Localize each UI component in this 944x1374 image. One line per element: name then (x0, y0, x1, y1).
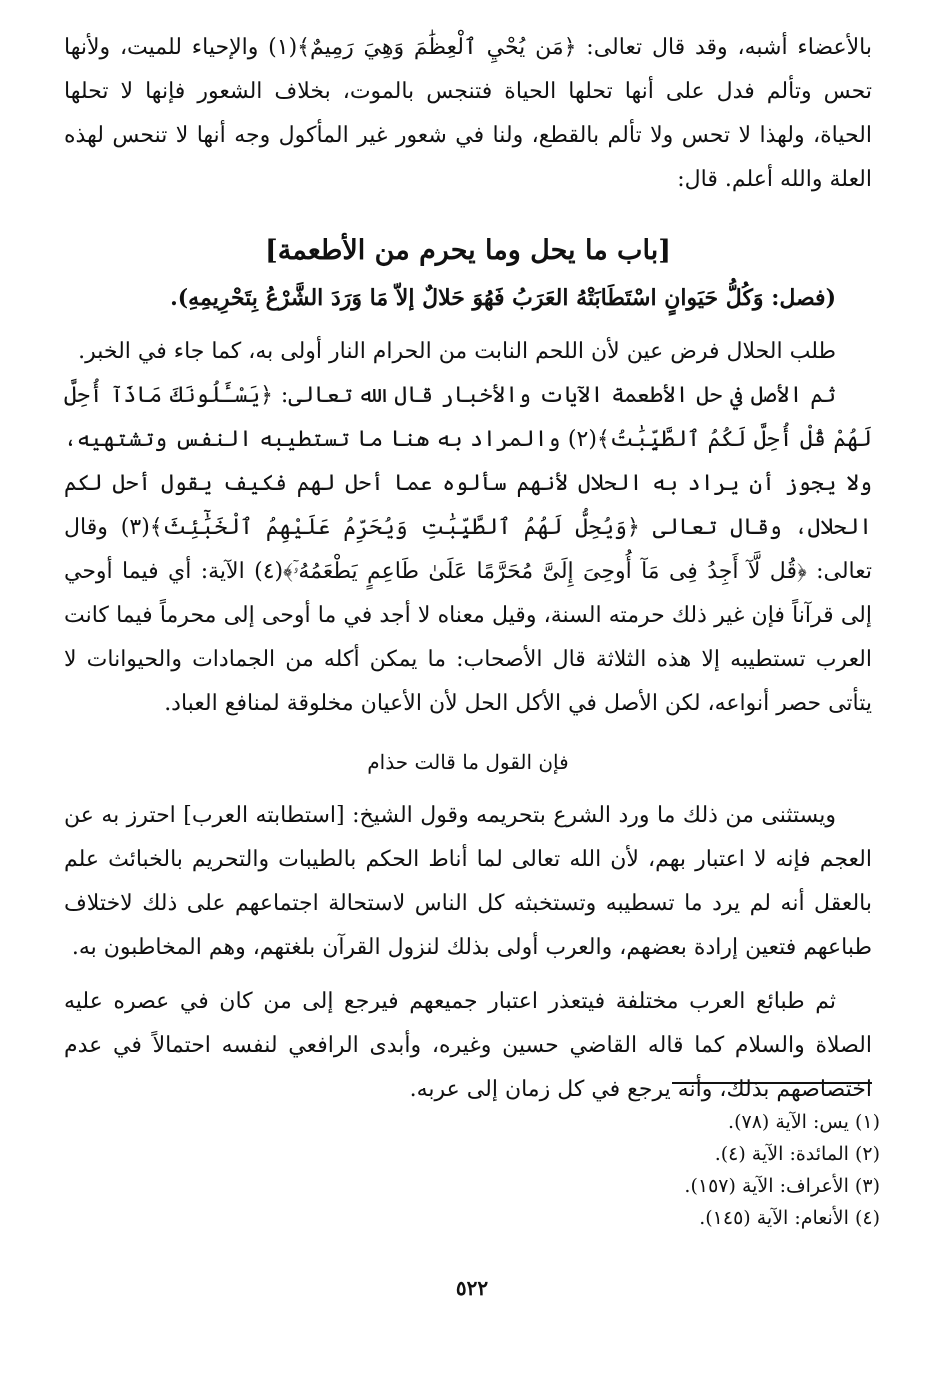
footnote-1: (١) يس: الآية (٧٨). (728, 1111, 880, 1133)
paragraph-tabai: ثم طبائع العرب مختلفة فيتعذر اعتبار جميعهم فيرجع إلى من كان في عصره عليه الصلاة والسلام كما قاله القاضي حسين وغيره، وأبدى الرافعي لنفسه احتمالاً في عدم اختصاصهم بذلك، وأنه يرجع في كل زمان إلى عربه. (64, 989, 872, 1102)
page-number: ٥٢٢ (455, 1276, 489, 1300)
paragraph-istithna: ويستثنى من ذلك ما ورد الشرع بتحريمه وقول الشيخ: [استطابته العرب] احترز به عن العجم فإنه لا اعتبار بهم، لأن الله تعالى لما أناط الحكم بالطيبات والتحريم بالخبائث علم بالعقل أنه لم يرد ما تسطيبه وتستخبثه كل الناس لاستحالة اجتماعهم على ذلك لاختلاف طباعهم فتعين إرادة بعضهم، والعرب أولى بذلك لنزول القرآن بلغتهم، وهم المخاطبون به. (64, 803, 872, 960)
footnote-4: (٤) الأنعام: الآية (١٤٥). (699, 1207, 880, 1229)
paragraph-asl: ثم الأصل في حل الأطعمة الآيات والأخبار قال الله تعالى: ﴿يَسْـَٔلُونَكَ مَاذَآ أُحِلَّ لَهُمْ قُلْ أُحِلَّ لَكُمُ ٱلطَّيِّبَٰتُ﴾(٢) والمراد به هنا ما تستطيبه النفس وتشتهيه، ولا يجوز أن يراد به الحلال لأنهم سألوه عما أحل لهم فكيف يقول أحل لكم الحلال، وقال تعالى ﴿وَيُحِلُّ لَهُمُ ٱلطَّيِّبَٰتِ وَيُحَرِّمُ عَلَيْهِمُ ٱلْخَبَٰٓئِثَ﴾(٣) وقال تعالى: ﴿قُل لَّآ أَجِدُ فِى مَآ أُوحِىَ إِلَىَّ مُحَرَّمًا عَلَىٰ طَاعِمٍ يَطْعَمُهُۥٓ﴾(٤) الآية: أي فيما أوحي إلى قرآناً فإن غير ذلك حرمته السنة، وقيل معناه لا أجد في ما أوحى إلى محرماً فيما كانت العرب تستطيبه إلا هذه الثلاثة قال الأصحاب: ما يمكن أكله من الجمادات والحيوانات لا يتأتى حصر أنواعه، لكن الأصل في الأكل الحل لأن الأعيان مخلوقة لمنافع العباد. (64, 383, 873, 716)
page-body (64, 26, 872, 1112)
chapter-heading: [باب ما يحل وما يحرم من الأطعمة] (265, 235, 671, 266)
paragraph-halal: طلب الحلال فرض عين لأن اللحم النابت من الحرام النار أولى به، كما جاء في الخبر. (78, 339, 836, 364)
footnotes (72, 1106, 880, 1234)
footnote-2: (٢) المائدة: الآية (٤). (714, 1143, 880, 1165)
poetry-line: فإن القول ما قالت حذام (367, 750, 569, 774)
footnote-3: (٣) الأعراف: الآية (١٥٧). (684, 1175, 880, 1197)
footnote-separator (672, 1082, 872, 1084)
fasl-statement: (فصل: وَكُلُّ حَيَوانٍ اسْتَطَابَتْهُ العَرَبُ فَهُوَ حَلالٌ إلاّ مَا وَرَدَ الشَّرْعُ بِتَحْرِيمِهِ). (170, 285, 836, 311)
top-paragraph: بالأعضاء أشبه، وقد قال تعالى: ﴿مَن يُحْيِ ٱلْعِظَٰمَ وَهِيَ رَمِيمٌ﴾(١) والإحياء للميت، ولأنها تحس وتألم فدل على أنها تحلها الحياة فتنجس بالموت، بخلاف الشعور فإنها لا تحلها الحياة، ولهذا لا تحس ولا تألم بالقطع، ولنا في شعور غير المأكول وجه أنها لا تنحس لهذه العلة والله أعلم. قال: (64, 35, 872, 192)
